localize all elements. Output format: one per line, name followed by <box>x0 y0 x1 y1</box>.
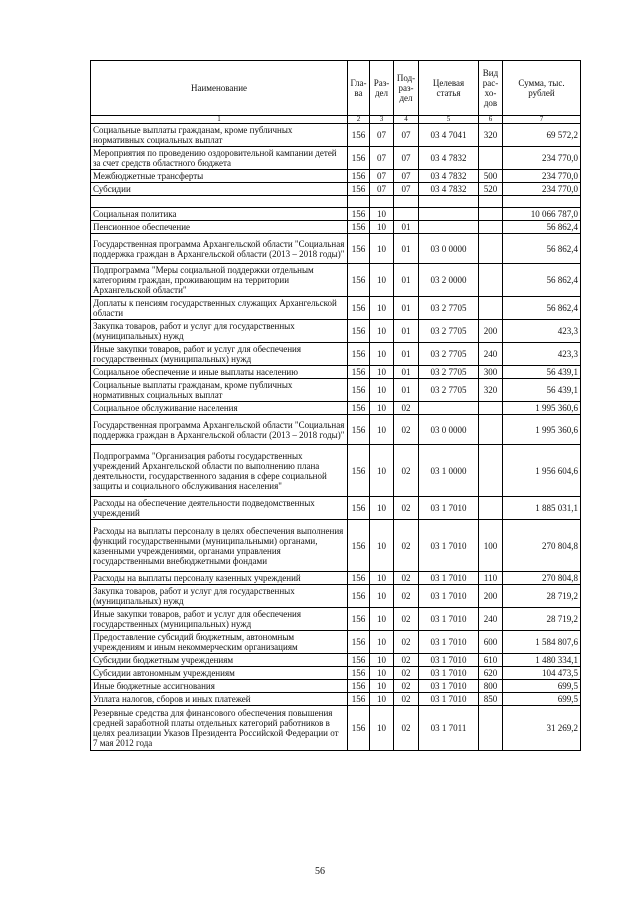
cell-podrazdel: 02 <box>394 706 419 751</box>
cell-sum: 28 719,2 <box>503 585 581 608</box>
cell-podrazdel: 02 <box>394 693 419 706</box>
cell-target: 03 1 7010 <box>419 520 479 572</box>
cell-razdel: 10 <box>370 402 394 415</box>
cell-target: 03 0 0000 <box>419 234 479 264</box>
table-row <box>91 221 581 234</box>
cell-glava <box>348 196 370 208</box>
cell-target: 03 4 7041 <box>419 124 479 147</box>
cell-sum: 270 804,8 <box>503 572 581 585</box>
cell-podrazdel <box>394 208 419 221</box>
cell-razdel: 10 <box>370 585 394 608</box>
cell-sum: 56 862,4 <box>503 264 581 297</box>
cell-sum: 56 862,4 <box>503 221 581 234</box>
column-number-row <box>91 116 581 124</box>
header-name: Наименование <box>91 61 348 116</box>
cell-sum: 1 584 807,6 <box>503 631 581 654</box>
cell-glava: 156 <box>348 497 370 520</box>
cell-glava: 156 <box>348 366 370 379</box>
cell-vid: 320 <box>479 124 503 147</box>
cell-razdel: 10 <box>370 445 394 497</box>
cell-target: 03 1 7010 <box>419 654 479 667</box>
cell-glava: 156 <box>348 654 370 667</box>
cell-glava: 156 <box>348 572 370 585</box>
cell-razdel: 10 <box>370 366 394 379</box>
table-row <box>91 497 581 520</box>
cell-vid <box>479 297 503 320</box>
cell-name: Государственная программа Архангельской области "Социальная поддержка граждан в Архангельской области (2013 – 2018 годы)" <box>91 234 348 264</box>
cell-target: 03 4 7832 <box>419 183 479 196</box>
cell-sum: 28 719,2 <box>503 608 581 631</box>
cell-name: Расходы на выплаты персоналу в целях обеспечения выполнения функций государственными (муниципальными) органами, казенными учреждениями, органами управления государственными внебюджетными фондами <box>91 520 348 572</box>
cell-vid <box>479 415 503 445</box>
cell-razdel: 10 <box>370 379 394 402</box>
cell-name: Субсидии автономным учреждениям <box>91 667 348 680</box>
cell-target: 03 1 7010 <box>419 497 479 520</box>
table-row-empty <box>91 196 581 208</box>
cell-name: Социальное обеспечение и иные выплаты населению <box>91 366 348 379</box>
table-row <box>91 706 581 751</box>
cell-target: 03 2 7705 <box>419 297 479 320</box>
cell-podrazdel: 02 <box>394 667 419 680</box>
cell-sum: 699,5 <box>503 680 581 693</box>
cell-razdel: 10 <box>370 520 394 572</box>
cell-podrazdel: 07 <box>394 170 419 183</box>
cell-target: 03 2 7705 <box>419 379 479 402</box>
header-glava: Гла-ва <box>348 61 370 116</box>
cell-vid: 620 <box>479 667 503 680</box>
cell-glava: 156 <box>348 402 370 415</box>
cell-glava: 156 <box>348 320 370 343</box>
cell-target <box>419 402 479 415</box>
cell-name: Подпрограмма "Меры социальной поддержки отдельным категориям граждан, проживающим на территории Архангельской области" <box>91 264 348 297</box>
cell-name: Уплата налогов, сборов и иных платежей <box>91 693 348 706</box>
cell-name: Предоставление субсидий бюджетным, автономным учреждениям и иным некоммерческим организациям <box>91 631 348 654</box>
column-number: 5 <box>419 116 479 124</box>
cell-podrazdel: 07 <box>394 183 419 196</box>
cell-vid <box>479 147 503 170</box>
cell-razdel: 10 <box>370 608 394 631</box>
cell-name: Расходы на выплаты персоналу казенных учреждений <box>91 572 348 585</box>
cell-vid <box>479 402 503 415</box>
cell-sum: 56 862,4 <box>503 234 581 264</box>
cell-sum: 234 770,0 <box>503 147 581 170</box>
cell-glava: 156 <box>348 585 370 608</box>
cell-podrazdel: 02 <box>394 520 419 572</box>
cell-sum: 1 956 604,6 <box>503 445 581 497</box>
table-row <box>91 264 581 297</box>
cell-podrazdel: 07 <box>394 147 419 170</box>
cell-vid <box>479 264 503 297</box>
cell-podrazdel: 07 <box>394 124 419 147</box>
cell-glava: 156 <box>348 297 370 320</box>
cell-name: Иные закупки товаров, работ и услуг для обеспечения государственных (муниципальных) нужд <box>91 608 348 631</box>
table-row <box>91 520 581 572</box>
cell-name <box>91 196 348 208</box>
cell-podrazdel: 02 <box>394 608 419 631</box>
column-number: 7 <box>503 116 581 124</box>
cell-glava: 156 <box>348 147 370 170</box>
cell-razdel: 07 <box>370 147 394 170</box>
cell-razdel: 10 <box>370 234 394 264</box>
column-number: 3 <box>370 116 394 124</box>
cell-glava: 156 <box>348 379 370 402</box>
table-row <box>91 124 581 147</box>
cell-podrazdel: 01 <box>394 379 419 402</box>
cell-vid: 520 <box>479 183 503 196</box>
table-row <box>91 631 581 654</box>
table-row <box>91 379 581 402</box>
cell-glava: 156 <box>348 680 370 693</box>
cell-name: Подпрограмма "Организация работы государственных учреждений Архангельской области по выполнению плана деятельности, государственного задания в сфере социальной защиты и социального обслуживания населения" <box>91 445 348 497</box>
cell-sum: 1 995 360,6 <box>503 415 581 445</box>
page-number: 56 <box>315 866 325 877</box>
header-sum: Сумма, тыс. рублей <box>503 61 581 116</box>
cell-podrazdel: 02 <box>394 654 419 667</box>
cell-vid: 500 <box>479 170 503 183</box>
cell-sum: 234 770,0 <box>503 170 581 183</box>
cell-vid: 240 <box>479 343 503 366</box>
cell-podrazdel: 01 <box>394 264 419 297</box>
cell-podrazdel: 01 <box>394 366 419 379</box>
cell-razdel: 07 <box>370 170 394 183</box>
table-row <box>91 608 581 631</box>
cell-vid <box>479 196 503 208</box>
table-row <box>91 415 581 445</box>
cell-glava: 156 <box>348 343 370 366</box>
cell-razdel: 10 <box>370 264 394 297</box>
cell-name: Социальное обслуживание населения <box>91 402 348 415</box>
cell-razdel: 10 <box>370 343 394 366</box>
cell-razdel: 10 <box>370 680 394 693</box>
cell-vid <box>479 445 503 497</box>
table-row <box>91 680 581 693</box>
table-row <box>91 693 581 706</box>
cell-target: 03 1 0000 <box>419 445 479 497</box>
cell-sum: 270 804,8 <box>503 520 581 572</box>
cell-target: 03 1 7010 <box>419 572 479 585</box>
column-number: 2 <box>348 116 370 124</box>
cell-name: Доплаты к пенсиям государственных служащих Архангельской области <box>91 297 348 320</box>
cell-glava: 156 <box>348 170 370 183</box>
table-row <box>91 183 581 196</box>
cell-target: 03 1 7010 <box>419 585 479 608</box>
cell-podrazdel: 02 <box>394 572 419 585</box>
cell-vid: 800 <box>479 680 503 693</box>
cell-sum: 69 572,2 <box>503 124 581 147</box>
cell-target: 03 4 7832 <box>419 147 479 170</box>
cell-sum: 1 995 360,6 <box>503 402 581 415</box>
cell-target: 03 1 7010 <box>419 667 479 680</box>
cell-razdel: 10 <box>370 415 394 445</box>
cell-vid: 850 <box>479 693 503 706</box>
table-row <box>91 585 581 608</box>
table-body <box>91 124 581 751</box>
cell-target <box>419 221 479 234</box>
cell-vid <box>479 208 503 221</box>
cell-sum: 1 885 031,1 <box>503 497 581 520</box>
cell-sum: 699,5 <box>503 693 581 706</box>
cell-razdel <box>370 196 394 208</box>
cell-vid <box>479 706 503 751</box>
table-row <box>91 667 581 680</box>
cell-name: Закупка товаров, работ и услуг для государственных (муниципальных) нужд <box>91 585 348 608</box>
table-row <box>91 234 581 264</box>
table-row <box>91 654 581 667</box>
budget-table <box>90 60 581 751</box>
cell-name: Субсидии <box>91 183 348 196</box>
cell-target: 03 2 7705 <box>419 343 479 366</box>
cell-sum: 10 066 787,0 <box>503 208 581 221</box>
column-number: 4 <box>394 116 419 124</box>
cell-razdel: 10 <box>370 667 394 680</box>
cell-target: 03 2 0000 <box>419 264 479 297</box>
cell-name: Социальная политика <box>91 208 348 221</box>
cell-glava: 156 <box>348 415 370 445</box>
table-row <box>91 208 581 221</box>
cell-glava: 156 <box>348 221 370 234</box>
cell-glava: 156 <box>348 183 370 196</box>
cell-vid: 610 <box>479 654 503 667</box>
cell-razdel: 10 <box>370 631 394 654</box>
cell-vid: 300 <box>479 366 503 379</box>
cell-glava: 156 <box>348 631 370 654</box>
cell-razdel: 10 <box>370 221 394 234</box>
cell-podrazdel: 02 <box>394 585 419 608</box>
cell-sum: 423,3 <box>503 343 581 366</box>
table-row <box>91 366 581 379</box>
table-row <box>91 402 581 415</box>
cell-glava: 156 <box>348 124 370 147</box>
cell-glava: 156 <box>348 608 370 631</box>
cell-sum: 234 770,0 <box>503 183 581 196</box>
cell-target: 03 1 7010 <box>419 631 479 654</box>
cell-vid <box>479 234 503 264</box>
cell-vid: 320 <box>479 379 503 402</box>
table-row <box>91 297 581 320</box>
cell-razdel: 10 <box>370 497 394 520</box>
cell-sum: 1 480 334,1 <box>503 654 581 667</box>
cell-glava: 156 <box>348 693 370 706</box>
cell-podrazdel: 02 <box>394 415 419 445</box>
cell-sum: 56 439,1 <box>503 379 581 402</box>
header-target: Целевая статья <box>419 61 479 116</box>
table-row <box>91 445 581 497</box>
cell-name: Государственная программа Архангельской области "Социальная поддержка граждан в Архангельской области (2013 – 2018 годы)" <box>91 415 348 445</box>
cell-sum: 104 473,5 <box>503 667 581 680</box>
cell-podrazdel: 02 <box>394 402 419 415</box>
cell-sum: 56 862,4 <box>503 297 581 320</box>
table-row <box>91 320 581 343</box>
cell-podrazdel: 02 <box>394 680 419 693</box>
cell-vid: 110 <box>479 572 503 585</box>
cell-podrazdel: 02 <box>394 497 419 520</box>
cell-glava: 156 <box>348 667 370 680</box>
cell-sum <box>503 196 581 208</box>
cell-vid: 200 <box>479 585 503 608</box>
header-row <box>91 61 581 116</box>
table-row <box>91 343 581 366</box>
cell-target: 03 1 7011 <box>419 706 479 751</box>
cell-razdel: 10 <box>370 693 394 706</box>
cell-name: Социальные выплаты гражданам, кроме публичных нормативных социальных выплат <box>91 379 348 402</box>
cell-vid <box>479 497 503 520</box>
cell-name: Резервные средства для финансового обеспечения повышения средней заработной платы отдельных категорий работников в целях реализации Указов Президента Российской Федерации от 7 мая 2012 года <box>91 706 348 751</box>
cell-name: Социальные выплаты гражданам, кроме публичных нормативных социальных выплат <box>91 124 348 147</box>
cell-target: 03 2 7705 <box>419 366 479 379</box>
cell-podrazdel: 01 <box>394 297 419 320</box>
cell-name: Мероприятия по проведению оздоровительной кампании детей за счет средств областного бюджета <box>91 147 348 170</box>
cell-glava: 156 <box>348 264 370 297</box>
cell-target: 03 4 7832 <box>419 170 479 183</box>
cell-razdel: 07 <box>370 124 394 147</box>
column-number: 1 <box>91 116 348 124</box>
cell-name: Субсидии бюджетным учреждениям <box>91 654 348 667</box>
cell-name: Расходы на обеспечение деятельности подведомственных учреждений <box>91 497 348 520</box>
cell-razdel: 10 <box>370 208 394 221</box>
cell-razdel: 07 <box>370 183 394 196</box>
cell-razdel: 10 <box>370 320 394 343</box>
cell-podrazdel: 01 <box>394 320 419 343</box>
cell-razdel: 10 <box>370 706 394 751</box>
cell-sum: 423,3 <box>503 320 581 343</box>
header-razdel: Раз-дел <box>370 61 394 116</box>
table-row <box>91 170 581 183</box>
cell-podrazdel: 01 <box>394 234 419 264</box>
cell-podrazdel: 01 <box>394 343 419 366</box>
cell-target <box>419 196 479 208</box>
cell-target: 03 1 7010 <box>419 693 479 706</box>
column-number: 6 <box>479 116 503 124</box>
cell-sum: 31 269,2 <box>503 706 581 751</box>
cell-glava: 156 <box>348 445 370 497</box>
cell-glava: 156 <box>348 520 370 572</box>
cell-target: 03 1 7010 <box>419 680 479 693</box>
cell-vid: 240 <box>479 608 503 631</box>
header-podrazdel: Под-раз-дел <box>394 61 419 116</box>
cell-name: Закупка товаров, работ и услуг для государственных (муниципальных) нужд <box>91 320 348 343</box>
cell-podrazdel <box>394 196 419 208</box>
cell-podrazdel: 02 <box>394 631 419 654</box>
cell-vid: 600 <box>479 631 503 654</box>
table-row <box>91 147 581 170</box>
cell-vid: 200 <box>479 320 503 343</box>
cell-target: 03 1 7010 <box>419 608 479 631</box>
cell-name: Иные закупки товаров, работ и услуг для обеспечения государственных (муниципальных) нужд <box>91 343 348 366</box>
cell-vid: 100 <box>479 520 503 572</box>
cell-glava: 156 <box>348 234 370 264</box>
cell-podrazdel: 02 <box>394 445 419 497</box>
cell-razdel: 10 <box>370 297 394 320</box>
cell-podrazdel: 01 <box>394 221 419 234</box>
cell-name: Иные бюджетные ассигнования <box>91 680 348 693</box>
cell-name: Межбюджетные трансферты <box>91 170 348 183</box>
cell-razdel: 10 <box>370 572 394 585</box>
cell-name: Пенсионное обеспечение <box>91 221 348 234</box>
table-row <box>91 572 581 585</box>
cell-glava: 156 <box>348 706 370 751</box>
cell-glava: 156 <box>348 208 370 221</box>
cell-vid <box>479 221 503 234</box>
cell-target: 03 0 0000 <box>419 415 479 445</box>
cell-target <box>419 208 479 221</box>
cell-razdel: 10 <box>370 654 394 667</box>
cell-sum: 56 439,1 <box>503 366 581 379</box>
cell-target: 03 2 7705 <box>419 320 479 343</box>
header-vid: Вид рас-хо-дов <box>479 61 503 116</box>
